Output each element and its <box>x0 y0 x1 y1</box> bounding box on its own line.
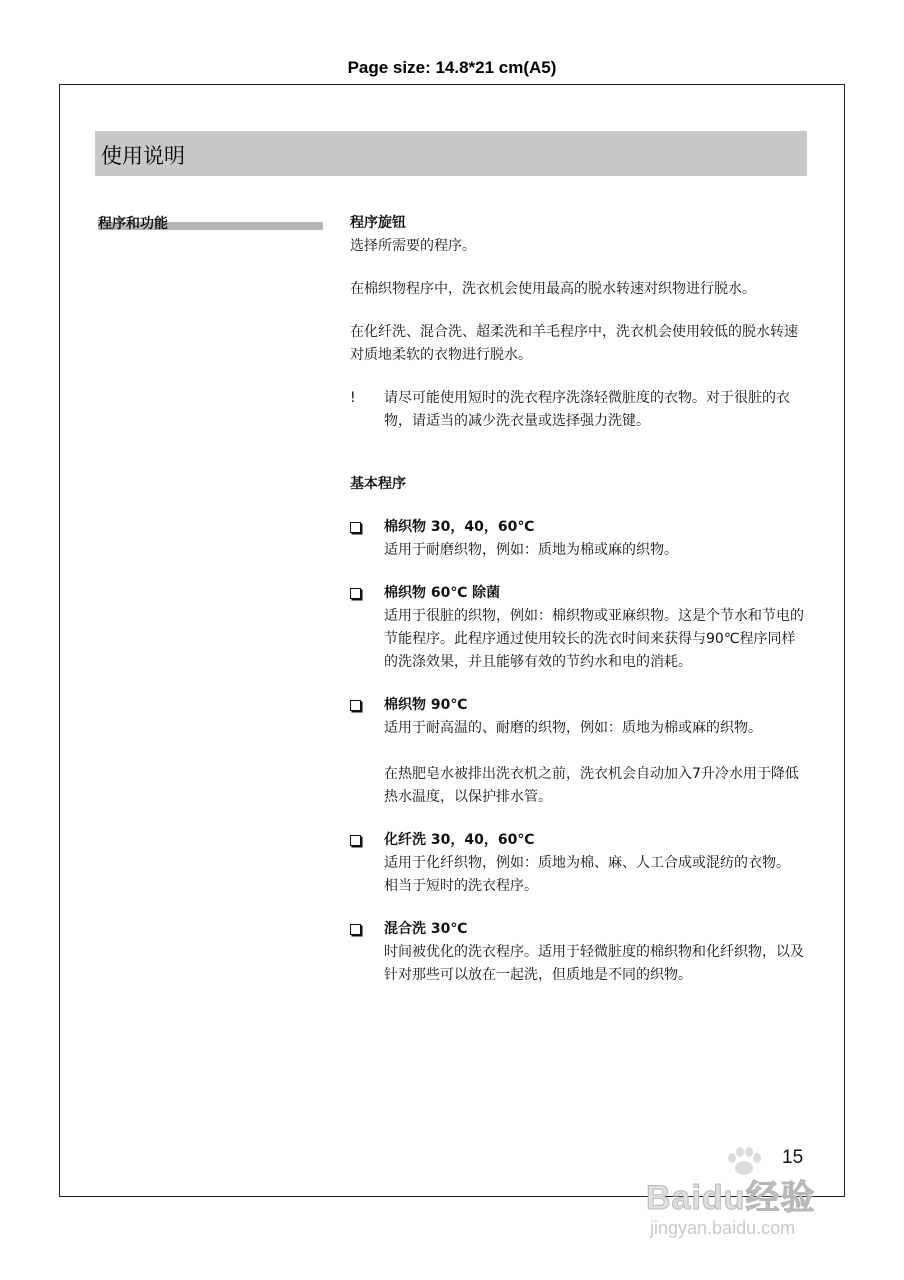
program-item <box>350 829 805 898</box>
warning-note <box>350 387 805 433</box>
checkbox-bullet-icon <box>350 924 361 935</box>
watermark-url: jingyan.baidu.com <box>650 1218 796 1238</box>
checkbox-bullet-icon <box>350 522 361 533</box>
paragraph: 在化纤洗、混合洗、超柔洗和羊毛程序中，洗衣机会使用较低的脱水转速对质地柔软的衣物进行脱水。 <box>350 324 798 363</box>
program-desc: 时间被优化的洗衣程序。适用于轻微脏度的棉织物和化纤织物，以及针对那些可以放在一起洗，但质地是不同的织物。 <box>384 944 804 983</box>
section-title-bar <box>95 131 807 176</box>
paragraph: 在棉织物程序中，洗衣机会使用最高的脱水转速对织物进行脱水。 <box>350 281 756 297</box>
program-extra-note: 相当于短时的洗衣程序。 <box>384 878 538 894</box>
side-heading: 程序和功能 <box>98 216 168 232</box>
program-name: 棉织物 60℃ 除菌 <box>384 585 501 601</box>
basic-programs-title: 基本程序 <box>350 476 406 492</box>
checkbox-bullet-icon <box>350 700 361 711</box>
program-desc: 适用于很脏的织物，例如：棉织物或亚麻织物。这是个节水和节电的节能程序。此程序通过使用较长的洗衣时间来获得与90℃程序同样的洗涤效果，并且能够有效的节约水和电的消耗。 <box>384 608 804 670</box>
watermark-logo: Baidu经验 <box>646 1179 816 1217</box>
page-size-note: Page size: 14.8*21 cm(A5) <box>347 58 557 77</box>
program-name: 混合洗 30℃ <box>384 921 468 937</box>
program-desc: 适用于耐高温的、耐磨的织物，例如：质地为棉或麻的织物。 <box>384 720 762 736</box>
program-name: 棉织物 30，40，60℃ <box>384 519 535 535</box>
baidu-watermark <box>646 1140 851 1250</box>
program-item <box>350 918 805 987</box>
knob-heading: 程序旋钮 <box>350 215 406 231</box>
program-desc: 适用于耐磨织物，例如：质地为棉或麻的织物。 <box>384 542 678 558</box>
program-extra-note: 在热肥皂水被排出洗衣机之前，洗衣机会自动加入7升冷水用于降低热水温度，以保护排水管。 <box>384 766 799 805</box>
section-title: 使用说明 <box>101 144 185 168</box>
main-content <box>350 212 805 1007</box>
program-item <box>350 694 805 809</box>
program-name: 化纤洗 30，40，60℃ <box>384 832 535 848</box>
warning-icon: ! <box>350 390 356 406</box>
program-name: 棉织物 90℃ <box>384 697 468 713</box>
program-desc: 适用于化纤织物，例如：质地为棉、麻、人工合成或混纺的衣物。 <box>384 855 790 871</box>
checkbox-bullet-icon <box>350 835 361 846</box>
warning-text: 请尽可能使用短时的洗衣程序洗涤轻微脏度的衣物。对于很脏的衣物，请适当的减少洗衣量或选择强力洗键。 <box>384 390 790 429</box>
checkbox-bullet-icon <box>350 588 361 599</box>
program-item <box>350 516 805 562</box>
program-item <box>350 582 805 674</box>
knob-text: 选择所需要的程序。 <box>350 238 476 254</box>
page-number: 15 <box>782 1147 804 1168</box>
